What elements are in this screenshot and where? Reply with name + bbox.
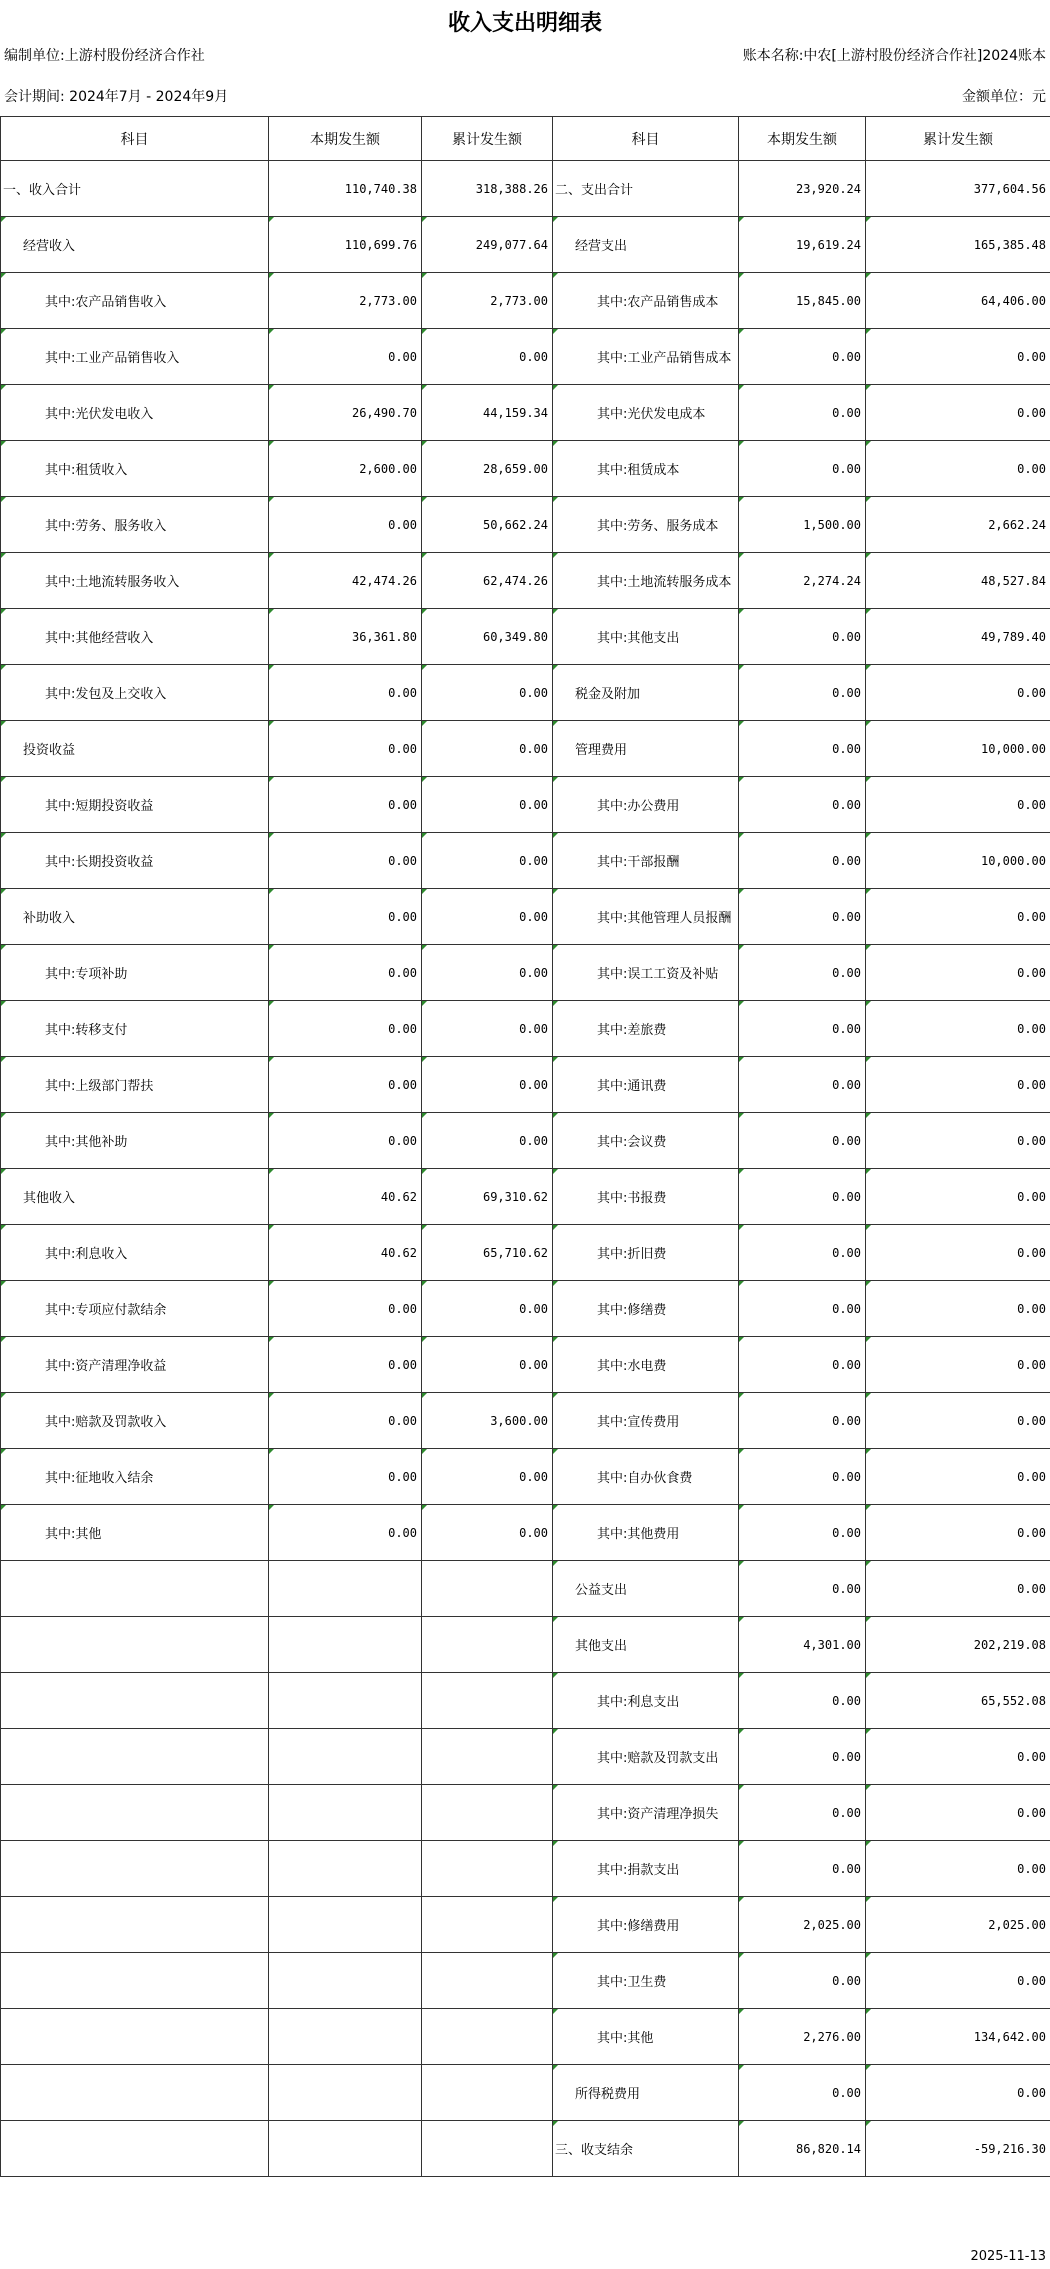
income-cumulative-amount: 249,077.64: [422, 217, 553, 273]
expense-subject: 其中:利息支出: [553, 1673, 739, 1729]
income-current-amount: 40.62: [269, 1169, 422, 1225]
income-subject: 其中:其他经营收入: [1, 609, 269, 665]
income-cumulative-amount: 0.00: [422, 777, 553, 833]
income-subject: [1, 1617, 269, 1673]
income-subject: [1, 1841, 269, 1897]
expense-cumulative-amount: 0.00: [866, 1785, 1050, 1841]
expense-subject: 其中:卫生费: [553, 1953, 739, 2009]
income-subject: 其中:光伏发电收入: [1, 385, 269, 441]
expense-current-amount: 0.00: [739, 665, 866, 721]
expense-cumulative-amount: 0.00: [866, 945, 1050, 1001]
expense-subject: 二、支出合计: [553, 161, 739, 217]
table-row: [1, 1505, 1050, 1561]
compiling-unit: 编制单位:上游村股份经济合作社: [4, 48, 205, 64]
income-cumulative-amount: 0.00: [422, 833, 553, 889]
table-row: [1, 1561, 1050, 1617]
income-subject: [1, 1953, 269, 2009]
income-current-amount: [269, 1785, 422, 1841]
income-current-amount: 2,600.00: [269, 441, 422, 497]
expense-cumulative-amount: 0.00: [866, 1953, 1050, 2009]
expense-cumulative-amount: 202,219.08: [866, 1617, 1050, 1673]
income-subject: 其中:土地流转服务收入: [1, 553, 269, 609]
income-current-amount: [269, 1729, 422, 1785]
header-cumulative-left: 累计发生额: [422, 117, 553, 161]
income-subject: 经营收入: [1, 217, 269, 273]
table-row: [1, 665, 1050, 721]
table-row: [1, 1841, 1050, 1897]
table-row: [1, 1113, 1050, 1169]
table-row: [1, 553, 1050, 609]
income-cumulative-amount: 44,159.34: [422, 385, 553, 441]
expense-cumulative-amount: 64,406.00: [866, 273, 1050, 329]
expense-current-amount: 0.00: [739, 609, 866, 665]
table-row: [1, 2065, 1050, 2121]
income-subject: [1, 2065, 269, 2121]
expense-subject: 所得税费用: [553, 2065, 739, 2121]
expense-cumulative-amount: 0.00: [866, 1057, 1050, 1113]
expense-current-amount: 0.00: [739, 1785, 866, 1841]
expense-current-amount: 23,920.24: [739, 161, 866, 217]
header-current-right: 本期发生额: [739, 117, 866, 161]
expense-current-amount: 4,301.00: [739, 1617, 866, 1673]
income-cumulative-amount: [422, 2121, 553, 2177]
expense-subject: 其中:其他: [553, 2009, 739, 2065]
income-subject: 其中:其他补助: [1, 1113, 269, 1169]
expense-subject: 其中:自办伙食费: [553, 1449, 739, 1505]
expense-cumulative-amount: 0.00: [866, 1169, 1050, 1225]
expense-subject: 其中:修缮费用: [553, 1897, 739, 1953]
table-row: [1, 945, 1050, 1001]
expense-subject: 其中:办公费用: [553, 777, 739, 833]
income-current-amount: 0.00: [269, 1001, 422, 1057]
expense-current-amount: 0.00: [739, 329, 866, 385]
income-cumulative-amount: 3,600.00: [422, 1393, 553, 1449]
income-subject: 其中:专项应付款结余: [1, 1281, 269, 1337]
expense-current-amount: 0.00: [739, 1673, 866, 1729]
income-cumulative-amount: [422, 2065, 553, 2121]
table-row: [1, 1393, 1050, 1449]
expense-current-amount: 0.00: [739, 1953, 866, 2009]
table-row: [1, 497, 1050, 553]
income-current-amount: 0.00: [269, 721, 422, 777]
table-row: [1, 1953, 1050, 2009]
expense-cumulative-amount: 0.00: [866, 665, 1050, 721]
income-subject: [1, 1785, 269, 1841]
income-subject: 其中:租赁收入: [1, 441, 269, 497]
expense-cumulative-amount: 0.00: [866, 329, 1050, 385]
print-date: 2025-11-13: [970, 2249, 1046, 2264]
income-cumulative-amount: [422, 2009, 553, 2065]
income-cumulative-amount: 0.00: [422, 329, 553, 385]
income-current-amount: 0.00: [269, 1057, 422, 1113]
income-subject: [1, 1673, 269, 1729]
expense-current-amount: 0.00: [739, 1449, 866, 1505]
expense-current-amount: 0.00: [739, 2065, 866, 2121]
expense-cumulative-amount: 0.00: [866, 1393, 1050, 1449]
income-current-amount: 0.00: [269, 777, 422, 833]
income-cumulative-amount: [422, 1673, 553, 1729]
expense-subject: 三、收支结余: [553, 2121, 739, 2177]
expense-cumulative-amount: 0.00: [866, 1225, 1050, 1281]
income-current-amount: 0.00: [269, 1337, 422, 1393]
expense-cumulative-amount: 0.00: [866, 385, 1050, 441]
expense-current-amount: 2,025.00: [739, 1897, 866, 1953]
income-current-amount: 0.00: [269, 1449, 422, 1505]
income-subject: [1, 2009, 269, 2065]
expense-subject: 税金及附加: [553, 665, 739, 721]
income-subject: 一、收入合计: [1, 161, 269, 217]
expense-cumulative-amount: 134,642.00: [866, 2009, 1050, 2065]
income-current-amount: 40.62: [269, 1225, 422, 1281]
table-row: [1, 1001, 1050, 1057]
income-cumulative-amount: 0.00: [422, 1281, 553, 1337]
expense-cumulative-amount: 2,025.00: [866, 1897, 1050, 1953]
table-row: [1, 1449, 1050, 1505]
expense-subject: 其中:捐款支出: [553, 1841, 739, 1897]
income-current-amount: 0.00: [269, 1113, 422, 1169]
income-current-amount: 36,361.80: [269, 609, 422, 665]
income-subject: 其中:农产品销售收入: [1, 273, 269, 329]
expense-current-amount: 0.00: [739, 1337, 866, 1393]
table-row: [1, 1225, 1050, 1281]
income-cumulative-amount: 60,349.80: [422, 609, 553, 665]
expense-subject: 其中:干部报酬: [553, 833, 739, 889]
income-current-amount: 0.00: [269, 1281, 422, 1337]
income-cumulative-amount: [422, 1617, 553, 1673]
table-row: [1, 2009, 1050, 2065]
table-row: [1, 777, 1050, 833]
expense-current-amount: 19,619.24: [739, 217, 866, 273]
expense-current-amount: 0.00: [739, 385, 866, 441]
income-cumulative-amount: 69,310.62: [422, 1169, 553, 1225]
income-subject: 其他收入: [1, 1169, 269, 1225]
income-current-amount: 0.00: [269, 1505, 422, 1561]
income-current-amount: 2,773.00: [269, 273, 422, 329]
income-subject: 其中:专项补助: [1, 945, 269, 1001]
income-current-amount: [269, 1617, 422, 1673]
income-cumulative-amount: 0.00: [422, 1505, 553, 1561]
expense-subject: 公益支出: [553, 1561, 739, 1617]
expense-cumulative-amount: 10,000.00: [866, 721, 1050, 777]
expense-subject: 其中:其他费用: [553, 1505, 739, 1561]
income-cumulative-amount: 0.00: [422, 721, 553, 777]
income-cumulative-amount: 0.00: [422, 1113, 553, 1169]
income-current-amount: 0.00: [269, 833, 422, 889]
table-row: [1, 217, 1050, 273]
expense-current-amount: 0.00: [739, 833, 866, 889]
expense-current-amount: 0.00: [739, 721, 866, 777]
income-cumulative-amount: 28,659.00: [422, 441, 553, 497]
expense-cumulative-amount: -59,216.30: [866, 2121, 1050, 2177]
header-cumulative-right: 累计发生额: [866, 117, 1050, 161]
expense-current-amount: 86,820.14: [739, 2121, 866, 2177]
income-cumulative-amount: [422, 1785, 553, 1841]
income-cumulative-amount: 318,388.26: [422, 161, 553, 217]
expense-subject: 管理费用: [553, 721, 739, 777]
expense-cumulative-amount: 0.00: [866, 2065, 1050, 2121]
income-subject: [1, 1897, 269, 1953]
report-title: 收入支出明细表: [447, 10, 602, 36]
table-header-row: [1, 117, 1050, 161]
income-current-amount: 26,490.70: [269, 385, 422, 441]
expense-subject: 其中:通讯费: [553, 1057, 739, 1113]
income-cumulative-amount: 0.00: [422, 665, 553, 721]
expense-cumulative-amount: 0.00: [866, 1281, 1050, 1337]
expense-subject: 其中:农产品销售成本: [553, 273, 739, 329]
income-cumulative-amount: 62,474.26: [422, 553, 553, 609]
currency-unit: 金额单位：元: [962, 89, 1046, 105]
expense-subject: 经营支出: [553, 217, 739, 273]
expense-current-amount: 0.00: [739, 1561, 866, 1617]
expense-cumulative-amount: 0.00: [866, 1113, 1050, 1169]
expense-subject: 其中:会议费: [553, 1113, 739, 1169]
expense-current-amount: 0.00: [739, 1841, 866, 1897]
income-cumulative-amount: 0.00: [422, 1449, 553, 1505]
expense-current-amount: 0.00: [739, 945, 866, 1001]
expense-subject: 其中:赔款及罚款支出: [553, 1729, 739, 1785]
expense-subject: 其中:书报费: [553, 1169, 739, 1225]
income-subject: 其中:发包及上交收入: [1, 665, 269, 721]
income-subject: 其中:赔款及罚款收入: [1, 1393, 269, 1449]
income-subject: 其中:劳务、服务收入: [1, 497, 269, 553]
expense-current-amount: 0.00: [739, 889, 866, 945]
expense-cumulative-amount: 0.00: [866, 441, 1050, 497]
table-body: [1, 161, 1050, 2177]
income-cumulative-amount: [422, 1729, 553, 1785]
expense-subject: 其中:其他管理人员报酬: [553, 889, 739, 945]
expense-subject: 其中:其他支出: [553, 609, 739, 665]
income-current-amount: [269, 1561, 422, 1617]
income-subject: 补助收入: [1, 889, 269, 945]
income-subject: [1, 2121, 269, 2177]
table-row: [1, 1281, 1050, 1337]
expense-cumulative-amount: 0.00: [866, 1729, 1050, 1785]
expense-cumulative-amount: 0.00: [866, 889, 1050, 945]
expense-current-amount: 0.00: [739, 1001, 866, 1057]
income-current-amount: [269, 1953, 422, 2009]
income-subject: 其中:长期投资收益: [1, 833, 269, 889]
income-cumulative-amount: 0.00: [422, 1057, 553, 1113]
table-row: [1, 329, 1050, 385]
table-row: [1, 833, 1050, 889]
table-row: [1, 1169, 1050, 1225]
income-current-amount: 0.00: [269, 329, 422, 385]
table-row: [1, 161, 1050, 217]
expense-current-amount: 0.00: [739, 1225, 866, 1281]
income-cumulative-amount: [422, 1953, 553, 2009]
ledger-name: 账本名称:中农[上游村股份经济合作社]2024账本: [742, 48, 1046, 64]
income-current-amount: [269, 1897, 422, 1953]
expense-current-amount: 0.00: [739, 1169, 866, 1225]
income-current-amount: [269, 1673, 422, 1729]
expense-current-amount: 0.00: [739, 441, 866, 497]
table-row: [1, 1057, 1050, 1113]
table-row: [1, 273, 1050, 329]
income-current-amount: 0.00: [269, 497, 422, 553]
table-row: [1, 1729, 1050, 1785]
expense-cumulative-amount: 48,527.84: [866, 553, 1050, 609]
income-current-amount: [269, 2009, 422, 2065]
income-current-amount: [269, 2121, 422, 2177]
expense-current-amount: 0.00: [739, 1113, 866, 1169]
table-row: [1, 889, 1050, 945]
income-subject: 其中:短期投资收益: [1, 777, 269, 833]
income-cumulative-amount: 0.00: [422, 889, 553, 945]
expense-current-amount: 2,274.24: [739, 553, 866, 609]
income-cumulative-amount: 50,662.24: [422, 497, 553, 553]
table-row: [1, 1785, 1050, 1841]
expense-subject: 其中:折旧费: [553, 1225, 739, 1281]
income-cumulative-amount: 0.00: [422, 945, 553, 1001]
expense-cumulative-amount: 0.00: [866, 1337, 1050, 1393]
expense-current-amount: 0.00: [739, 1281, 866, 1337]
expense-subject: 其中:租赁成本: [553, 441, 739, 497]
expense-subject: 其中:水电费: [553, 1337, 739, 1393]
income-subject: [1, 1561, 269, 1617]
expense-cumulative-amount: 65,552.08: [866, 1673, 1050, 1729]
table-row: [1, 385, 1050, 441]
income-expense-table: [0, 116, 1050, 2177]
income-cumulative-amount: [422, 1897, 553, 1953]
header-subject-left: 科目: [1, 117, 269, 161]
income-current-amount: [269, 2065, 422, 2121]
expense-cumulative-amount: 0.00: [866, 777, 1050, 833]
income-subject: 其中:其他: [1, 1505, 269, 1561]
income-subject: 投资收益: [1, 721, 269, 777]
table-row: [1, 721, 1050, 777]
income-cumulative-amount: [422, 1841, 553, 1897]
table-row: [1, 1617, 1050, 1673]
expense-current-amount: 0.00: [739, 1057, 866, 1113]
accounting-period: 会计期间: 2024年7月 - 2024年9月: [4, 89, 229, 105]
expense-current-amount: 1,500.00: [739, 497, 866, 553]
income-cumulative-amount: 65,710.62: [422, 1225, 553, 1281]
income-current-amount: 0.00: [269, 945, 422, 1001]
expense-subject: 其中:劳务、服务成本: [553, 497, 739, 553]
income-current-amount: 110,740.38: [269, 161, 422, 217]
table-row: [1, 441, 1050, 497]
expense-subject: 其中:修缮费: [553, 1281, 739, 1337]
expense-current-amount: 0.00: [739, 777, 866, 833]
table-row: [1, 609, 1050, 665]
expense-current-amount: 0.00: [739, 1505, 866, 1561]
expense-cumulative-amount: 377,604.56: [866, 161, 1050, 217]
income-cumulative-amount: 0.00: [422, 1337, 553, 1393]
expense-cumulative-amount: 0.00: [866, 1001, 1050, 1057]
income-cumulative-amount: 2,773.00: [422, 273, 553, 329]
expense-subject: 其中:光伏发电成本: [553, 385, 739, 441]
income-subject: 其中:转移支付: [1, 1001, 269, 1057]
income-subject: 其中:资产清理净收益: [1, 1337, 269, 1393]
expense-cumulative-amount: 0.00: [866, 1841, 1050, 1897]
expense-subject: 其中:土地流转服务成本: [553, 553, 739, 609]
income-subject: 其中:征地收入结余: [1, 1449, 269, 1505]
expense-subject: 其中:工业产品销售成本: [553, 329, 739, 385]
income-subject: [1, 1729, 269, 1785]
expense-cumulative-amount: 165,385.48: [866, 217, 1050, 273]
expense-current-amount: 2,276.00: [739, 2009, 866, 2065]
expense-subject: 其中:误工工资及补贴: [553, 945, 739, 1001]
income-cumulative-amount: 0.00: [422, 1001, 553, 1057]
income-subject: 其中:上级部门帮扶: [1, 1057, 269, 1113]
table-row: [1, 1337, 1050, 1393]
income-cumulative-amount: [422, 1561, 553, 1617]
income-subject: 其中:利息收入: [1, 1225, 269, 1281]
income-current-amount: [269, 1841, 422, 1897]
header-current-left: 本期发生额: [269, 117, 422, 161]
expense-current-amount: 0.00: [739, 1729, 866, 1785]
expense-cumulative-amount: 0.00: [866, 1505, 1050, 1561]
table-row: [1, 1673, 1050, 1729]
income-current-amount: 0.00: [269, 889, 422, 945]
expense-cumulative-amount: 0.00: [866, 1561, 1050, 1617]
income-current-amount: 110,699.76: [269, 217, 422, 273]
expense-current-amount: 0.00: [739, 1393, 866, 1449]
expense-cumulative-amount: 0.00: [866, 1449, 1050, 1505]
income-current-amount: 0.00: [269, 1393, 422, 1449]
expense-subject: 其中:资产清理净损失: [553, 1785, 739, 1841]
income-subject: 其中:工业产品销售收入: [1, 329, 269, 385]
expense-current-amount: 15,845.00: [739, 273, 866, 329]
table-row: [1, 1897, 1050, 1953]
expense-subject: 其他支出: [553, 1617, 739, 1673]
expense-cumulative-amount: 2,662.24: [866, 497, 1050, 553]
expense-cumulative-amount: 10,000.00: [866, 833, 1050, 889]
income-current-amount: 42,474.26: [269, 553, 422, 609]
table-row: [1, 2121, 1050, 2177]
income-current-amount: 0.00: [269, 665, 422, 721]
expense-cumulative-amount: 49,789.40: [866, 609, 1050, 665]
header-subject-right: 科目: [553, 117, 739, 161]
expense-subject: 其中:宣传费用: [553, 1393, 739, 1449]
expense-subject: 其中:差旅费: [553, 1001, 739, 1057]
